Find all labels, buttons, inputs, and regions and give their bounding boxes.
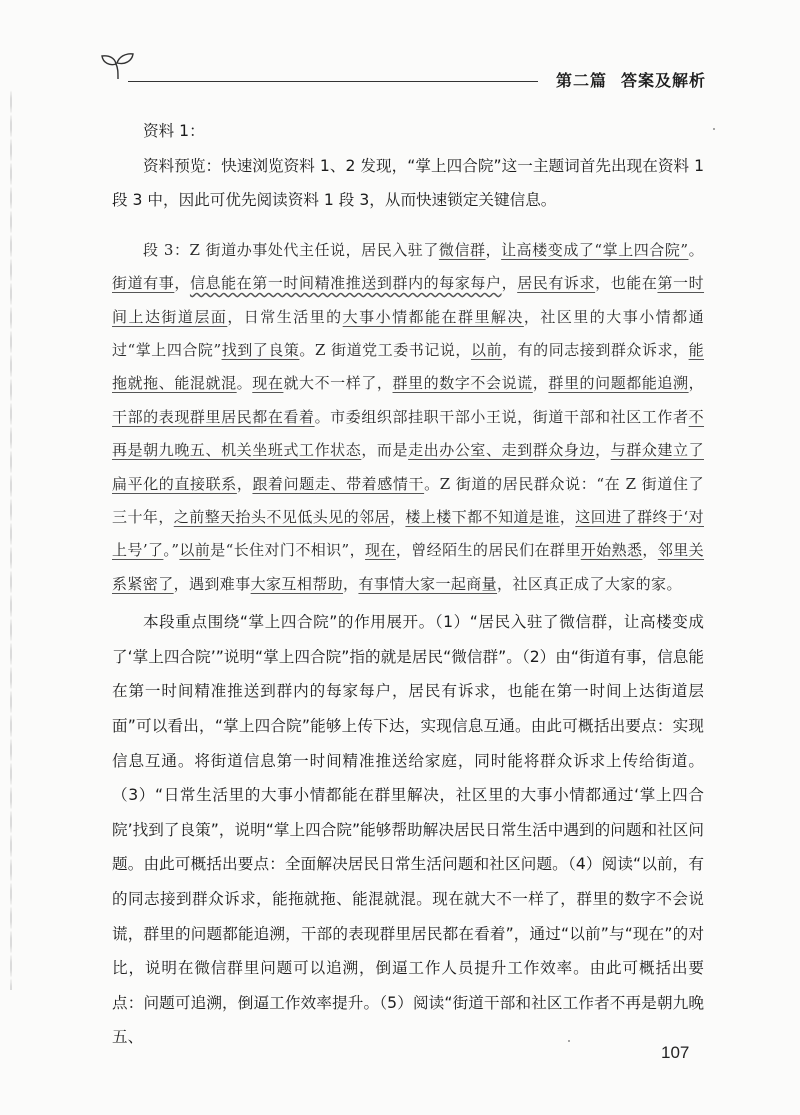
underlined-phrase: 第一时间上达街道层面 bbox=[112, 274, 705, 326]
excerpt-text: ， bbox=[389, 508, 406, 527]
underlined-phrase: 找到了良策 bbox=[221, 341, 300, 359]
running-header bbox=[0, 0, 800, 100]
underlined-phrase: 以前 bbox=[179, 541, 211, 560]
excerpt-text: 。Z 街道的居民群众说：“在 Z 街道住了三十年， bbox=[112, 474, 704, 527]
section-part: 第二篇 bbox=[556, 71, 608, 90]
underlined-phrase: 让高楼变成了“掌上四合院” bbox=[501, 240, 689, 259]
underlined-phrase: 干部的表现群里居民都在看着 bbox=[112, 407, 315, 426]
underlined-phrase: 现在 bbox=[365, 541, 396, 560]
excerpt-text: ， bbox=[174, 274, 190, 293]
material-label: 资料 1： bbox=[143, 122, 205, 140]
underlined-phrase: 以前 bbox=[470, 341, 503, 359]
underlined-phrase: 群里的数字不会说谎 bbox=[392, 374, 533, 393]
section-subtitle: 答案及解析 bbox=[621, 71, 707, 90]
underlined-phrase: 街道有事 bbox=[112, 274, 175, 293]
header-rule bbox=[128, 81, 538, 82]
excerpt-text: 。 bbox=[236, 374, 253, 393]
underlined-phrase: 这回进了群终于‘对上号’了 bbox=[112, 508, 704, 560]
underlined-phrase: 之前整天抬头不见低头见的邻居 bbox=[173, 508, 390, 527]
underlined-phrase: 能拖就拖、能混就混 bbox=[112, 341, 704, 393]
excerpt-text: ，而是 bbox=[361, 441, 409, 460]
excerpt-text: 。市委组织部挂职干部小王说，街道干部和社区工作者 bbox=[314, 407, 689, 426]
excerpt-text: ，日常生活里的 bbox=[227, 307, 343, 326]
underlined-phrase: 邻里关系紧密了 bbox=[112, 541, 705, 593]
excerpt-text: ，曾经陌生的居民们在群里 bbox=[395, 541, 581, 560]
excerpt-text: ， bbox=[485, 240, 502, 259]
page-content bbox=[112, 114, 704, 1055]
excerpt-text: ，社区里的大事小情都通过“掌上四合院” bbox=[112, 307, 705, 359]
scan-speck bbox=[568, 1040, 570, 1042]
excerpt-text: ， bbox=[501, 274, 518, 293]
excerpt-text: 。Z 街道党工委书记说， bbox=[299, 341, 471, 359]
analysis-paragraph: 本段重点围绕“掌上四合院”的作用展开。（1）“居民入驻了微信群，让高楼变成了‘掌上四合院’”说明“掌上四合院”指的就是居民“微信群”。（2）由“街道有事，信息能在第一时间精准推送到群内的每家每户，居民有诉求，也能在第一时间上达街道层面”可以看出，“掌上四合院”能够上传下达，实现信息互通。由此可概括出要点：实现信息互通。将街道信息第一时间精准推送给家庭，同时能将群众诉求上传给街道。（3）“日常生活里的大事小情都能在群里解决，社区里的大事小情都通过‘掌上四合院’找到了良策”，说明“掌上四合院”能够帮助解决居民日常生活中遇到的问题和社区问题。由此可概括出要点：全面解决居民日常生活问题和社区问题。（4）阅读“以前，有的同志接到群众诉求，能拖就拖、能混就混。现在就大不一样了，群里的数字不会说谎，群里的问题都能追溯，干部的表现群里居民都在看着”，通过“以前”与“现在”的对比，说明在微信群里问题可以追溯，倒逼工作人员提升工作效率。由此可概括出要点：问题可追溯，倒逼工作效率提升。（5）阅读“街道干部和社区工作者不再是朝九晚五、 bbox=[112, 613, 704, 1047]
excerpt-text: 就大不一样了， bbox=[283, 374, 393, 393]
underlined-phrase: 开始熟悉 bbox=[580, 541, 643, 560]
excerpt-text: ， bbox=[236, 474, 253, 493]
excerpt-text: ， bbox=[343, 574, 359, 593]
underlined-phrase: 与群众建立了扁平化的直接联系 bbox=[112, 441, 704, 493]
sprout-icon bbox=[100, 50, 136, 80]
underlined-phrase: 楼上楼下都不知道是谁 bbox=[405, 508, 560, 527]
scan-speck bbox=[713, 128, 715, 130]
underlined-phrase: 跟着问题走、带着感情干 bbox=[252, 474, 425, 493]
underlined-phrase: 群里的问题都能追溯 bbox=[548, 374, 689, 393]
excerpt-text: ，遇到难事 bbox=[173, 574, 251, 593]
excerpt-text: ， bbox=[559, 508, 576, 527]
scanned-excerpt bbox=[112, 234, 704, 601]
underlined-phrase: 大事小情都能在群里解决 bbox=[342, 307, 524, 326]
page-number: 107 bbox=[661, 1043, 690, 1062]
excerpt-text: ， bbox=[642, 541, 658, 560]
excerpt-text: 。 bbox=[688, 240, 705, 259]
excerpt-text: ， bbox=[532, 374, 549, 393]
scan-edge-dots bbox=[10, 90, 12, 990]
excerpt-text: 。” bbox=[163, 541, 180, 560]
excerpt-text: ，也能在 bbox=[595, 274, 658, 293]
excerpt-text: 段 3：Z 街道办事处代主任说，居民入驻了 bbox=[143, 240, 439, 259]
underlined-phrase: 不再是朝九晚五、机关坐班式工作状态 bbox=[112, 407, 705, 460]
section-title bbox=[556, 68, 706, 91]
underlined-phrase: 有事情大家一起商量 bbox=[358, 574, 498, 593]
underlined-phrase: 信息能在第一时间精准推送到群内的每家每户 bbox=[189, 274, 502, 293]
preview-paragraph: 资料预览：快速浏览资料 1、2 发现，“掌上四合院”这一主题词首先出现在资料 1 段 3 中，因此可优先阅读资料 1 段 3，从而快速锁定关键信息。 bbox=[112, 156, 704, 210]
underlined-phrase: 大家互相帮助 bbox=[250, 574, 344, 593]
excerpt-text: 是“长住对门不相识”， bbox=[210, 541, 366, 560]
underlined-phrase: 现在 bbox=[252, 374, 284, 393]
underlined-phrase: 走出办公室、走到群众身边 bbox=[408, 441, 596, 460]
excerpt-text: ，有的同志接到群众诉求， bbox=[502, 341, 689, 359]
excerpt-text: ，社区真正成了大家的家。 bbox=[497, 574, 682, 593]
excerpt-text: ， bbox=[595, 441, 611, 460]
underlined-phrase: 微信群 bbox=[438, 240, 486, 259]
underlined-phrase: 居民有诉求 bbox=[517, 274, 596, 293]
excerpt-text: ， bbox=[688, 374, 705, 393]
